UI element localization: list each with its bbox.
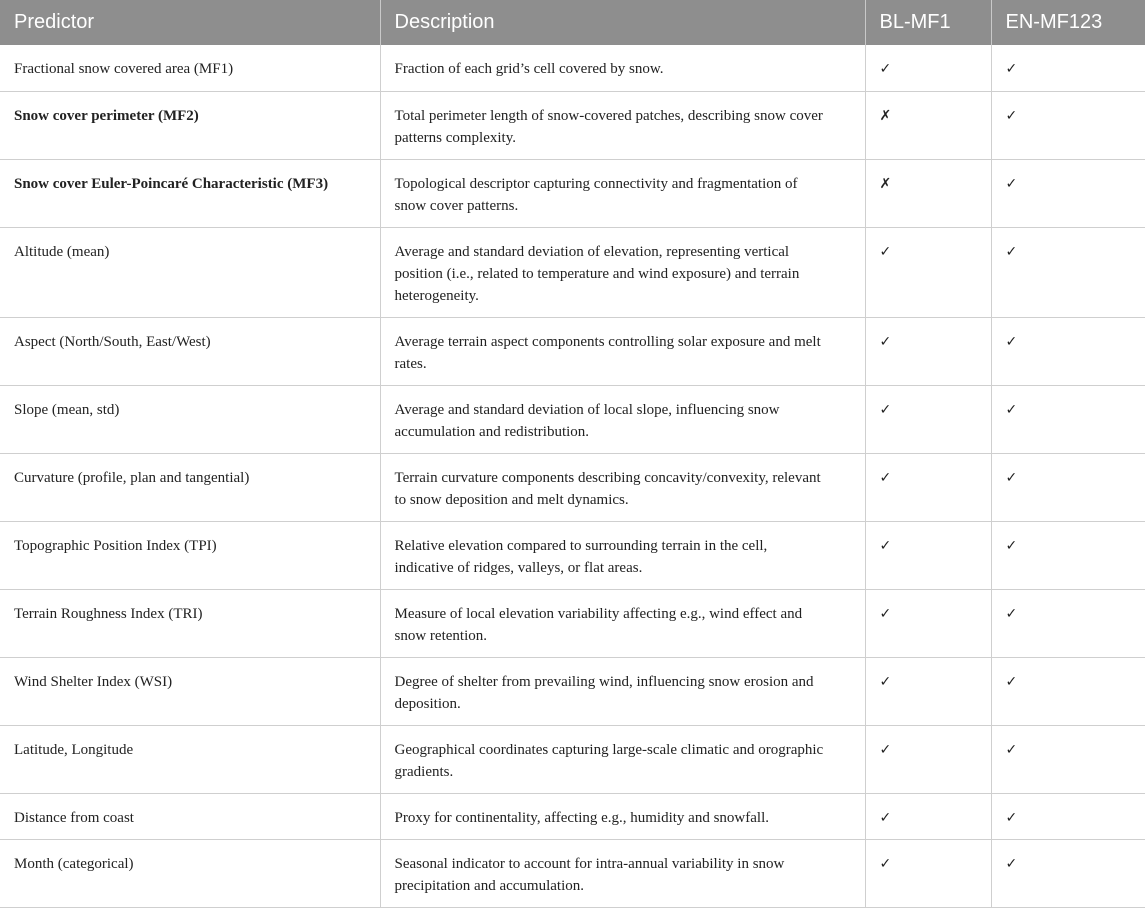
en-mf123-check-icon: ✓ — [991, 521, 1145, 589]
table-row — [0, 453, 1145, 521]
predictor-cell: Slope (mean, std) — [0, 385, 380, 453]
en-mf123-check-icon: ✓ — [991, 839, 1145, 907]
table-row — [0, 317, 1145, 385]
predictor-cell: Month (categorical) — [0, 839, 380, 907]
description-cell: Average and standard deviation of local slope, influencing snow accumulation and redistribution. — [380, 385, 865, 453]
description-cell: Fraction of each grid’s cell covered by snow. — [380, 45, 865, 91]
bl-mf1-check-icon: ✓ — [865, 227, 991, 317]
en-mf123-check-icon: ✓ — [991, 91, 1145, 159]
header-bl-mf1: BL-MF1 — [865, 0, 991, 45]
description-cell: Average and standard deviation of elevation, representing vertical position (i.e., related to temperature and wind exposure) and terrain heterogeneity. — [380, 227, 865, 317]
predictor-cell: Snow cover Euler-Poincaré Characteristic (MF3) — [0, 159, 380, 227]
bl-mf1-check-icon: ✓ — [865, 45, 991, 91]
table-row — [0, 793, 1145, 839]
description-cell: Geographical coordinates capturing large-scale climatic and orographic gradients. — [380, 725, 865, 793]
table-row — [0, 521, 1145, 589]
table-row — [0, 159, 1145, 227]
header-en-mf123: EN-MF123 — [991, 0, 1145, 45]
predictor-cell: Fractional snow covered area (MF1) — [0, 45, 380, 91]
predictor-cell: Wind Shelter Index (WSI) — [0, 657, 380, 725]
en-mf123-check-icon: ✓ — [991, 159, 1145, 227]
description-cell: Topological descriptor capturing connectivity and fragmentation of snow cover patterns. — [380, 159, 865, 227]
header-description: Description — [380, 0, 865, 45]
predictor-cell: Snow cover perimeter (MF2) — [0, 91, 380, 159]
table-row — [0, 725, 1145, 793]
description-cell: Average terrain aspect components controlling solar exposure and melt rates. — [380, 317, 865, 385]
predictor-cell: Latitude, Longitude — [0, 725, 380, 793]
en-mf123-check-icon: ✓ — [991, 317, 1145, 385]
bl-mf1-check-icon: ✓ — [865, 793, 991, 839]
description-cell: Total perimeter length of snow-covered patches, describing snow cover patterns complexity. — [380, 91, 865, 159]
table-row — [0, 385, 1145, 453]
table-row — [0, 589, 1145, 657]
predictor-cell: Aspect (North/South, East/West) — [0, 317, 380, 385]
bl-mf1-check-icon: ✓ — [865, 839, 991, 907]
description-cell: Relative elevation compared to surrounding terrain in the cell, indicative of ridges, valleys, or flat areas. — [380, 521, 865, 589]
description-cell: Measure of local elevation variability affecting e.g., wind effect and snow retention. — [380, 589, 865, 657]
table-row — [0, 45, 1145, 91]
description-cell: Degree of shelter from prevailing wind, influencing snow erosion and deposition. — [380, 657, 865, 725]
en-mf123-check-icon: ✓ — [991, 793, 1145, 839]
description-cell: Seasonal indicator to account for intra-annual variability in snow precipitation and accumulation. — [380, 839, 865, 907]
en-mf123-check-icon: ✓ — [991, 589, 1145, 657]
en-mf123-check-icon: ✓ — [991, 725, 1145, 793]
bl-mf1-check-icon: ✓ — [865, 657, 991, 725]
en-mf123-check-icon: ✓ — [991, 45, 1145, 91]
header-predictor: Predictor — [0, 0, 380, 45]
bl-mf1-check-icon: ✓ — [865, 385, 991, 453]
predictor-cell: Terrain Roughness Index (TRI) — [0, 589, 380, 657]
predictor-cell: Altitude (mean) — [0, 227, 380, 317]
en-mf123-check-icon: ✓ — [991, 657, 1145, 725]
predictor-cell: Distance from coast — [0, 793, 380, 839]
description-cell: Terrain curvature components describing concavity/convexity, relevant to snow deposition and melt dynamics. — [380, 453, 865, 521]
en-mf123-check-icon: ✓ — [991, 385, 1145, 453]
en-mf123-check-icon: ✓ — [991, 453, 1145, 521]
bl-mf1-check-icon: ✓ — [865, 453, 991, 521]
predictor-cell: Curvature (profile, plan and tangential) — [0, 453, 380, 521]
table-row — [0, 227, 1145, 317]
bl-mf1-cross-icon: ✗ — [865, 159, 991, 227]
bl-mf1-check-icon: ✓ — [865, 589, 991, 657]
bl-mf1-check-icon: ✓ — [865, 521, 991, 589]
description-cell: Proxy for continentality, affecting e.g., humidity and snowfall. — [380, 793, 865, 839]
en-mf123-check-icon: ✓ — [991, 227, 1145, 317]
bl-mf1-check-icon: ✓ — [865, 317, 991, 385]
bl-mf1-check-icon: ✓ — [865, 725, 991, 793]
predictor-cell: Topographic Position Index (TPI) — [0, 521, 380, 589]
header-row — [0, 0, 1145, 45]
table-row — [0, 91, 1145, 159]
bl-mf1-cross-icon: ✗ — [865, 91, 991, 159]
table-row — [0, 657, 1145, 725]
table-row — [0, 839, 1145, 907]
